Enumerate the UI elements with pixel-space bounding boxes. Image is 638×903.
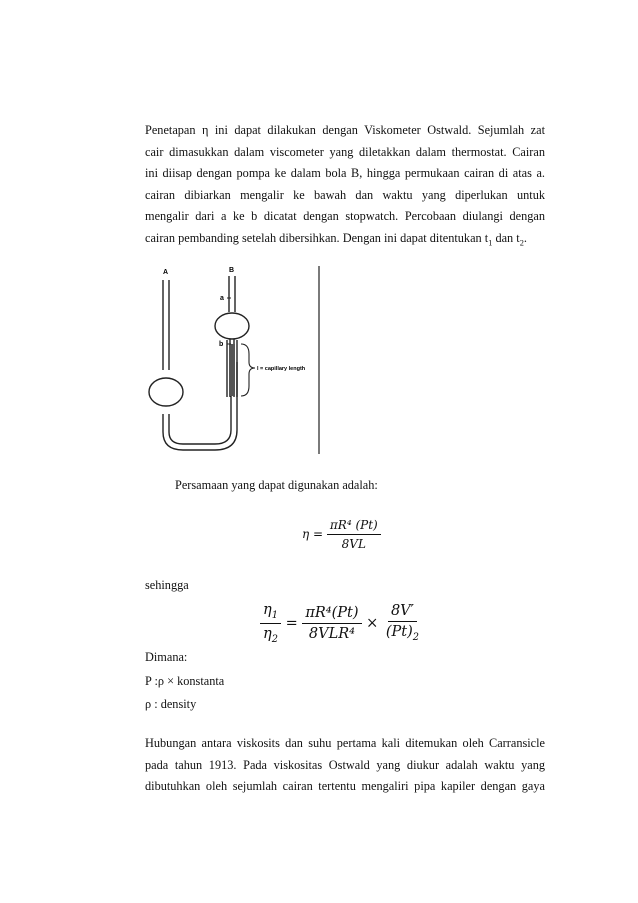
eq2-right-numerator: 8V′ [388,603,417,622]
ostwald-viscometer-figure [145,262,323,458]
persamaan-text: Persamaan yang dapat digunakan adalah: [175,478,378,492]
definition-rho: ρ : density [145,697,197,711]
definition-p: P :ρ × konstanta [145,674,225,688]
label-b: b [219,341,224,348]
paragraph-line: cair dimasukkan dalam viscometer yang diletakkan dalam thermostat. Cairan [145,144,545,159]
equation-ratio [260,602,422,645]
eta1-subscript: 1 [271,609,278,621]
paragraph-line: pada tahun 1913. Pada viskositas Ostwald yang diukur adalah waktu yang [145,757,545,772]
eq2-mid-fraction [302,605,361,642]
paragraph-line: dibutuhkan oleh sejumlah cairan tertentu mengaliri pipa kapiler dengan gaya [145,779,545,793]
eq2-equals: = [285,615,298,632]
t2-subscript: 2 [519,237,524,247]
eq2-lhs-fraction [260,602,281,645]
capillary-length-label: l = capillary length [257,366,306,372]
eq1-denominator: 8VL [341,537,366,551]
eq1-fraction [327,518,381,551]
paragraph-viskometer [145,120,545,253]
eta2-subscript: 2 [271,633,278,645]
paragraph-hubungan [145,733,545,798]
eq2-mid-numerator: πR⁴(Pt) [302,605,361,624]
paragraph-line: mengalir dari a ke b dicatat dengan stopwatch. Percobaan diulangi dengan [145,209,545,223]
eta2: η [263,625,272,642]
eq2-right-denominator: (Pt) [385,624,413,641]
paragraph-line: Hubungan antara viskosits dan suhu pertama kali ditemukan oleh Carransicle [145,736,545,750]
paragraph-line-last [145,228,545,254]
last-line-mid: dan t [492,230,520,245]
eq2-times: × [366,615,379,632]
paragraph-line: cairan dibiarkan mengalir ke bawah dan waktu yang diperlukan untuk [145,187,545,202]
label-A: A [163,269,169,276]
eq1-numerator: πR⁴ (Pt) [327,518,381,535]
capillary-fill [229,344,235,396]
t1-subscript: 1 [488,237,493,247]
last-line-prefix: cairan pembanding setelah dibersihkan. Dengan ini dapat ditentukan t [145,230,489,245]
sehingga-text: sehingga [145,578,189,592]
paragraph-line: Penetapan η ini dapat dilakukan dengan Viskometer Ostwald. Sejumlah zat [145,123,545,137]
label-B: B [229,267,235,274]
label-a: a [220,295,224,302]
eq2-right-den-subscript: 2 [412,632,420,644]
eq2-mid-denominator: 8VLR⁴ [308,625,355,642]
equation-viscosity [302,518,381,551]
eta1: η [263,602,272,618]
paragraph-line: ini diisap dengan pompa ke dalam bola B, hingga permukaan cairan di atas a. [145,166,545,180]
last-line-end: . [523,230,527,245]
eq2-right-fraction [383,603,422,643]
eq1-lhs: η = [302,527,324,541]
dimana-text: Dimana: [145,650,188,664]
